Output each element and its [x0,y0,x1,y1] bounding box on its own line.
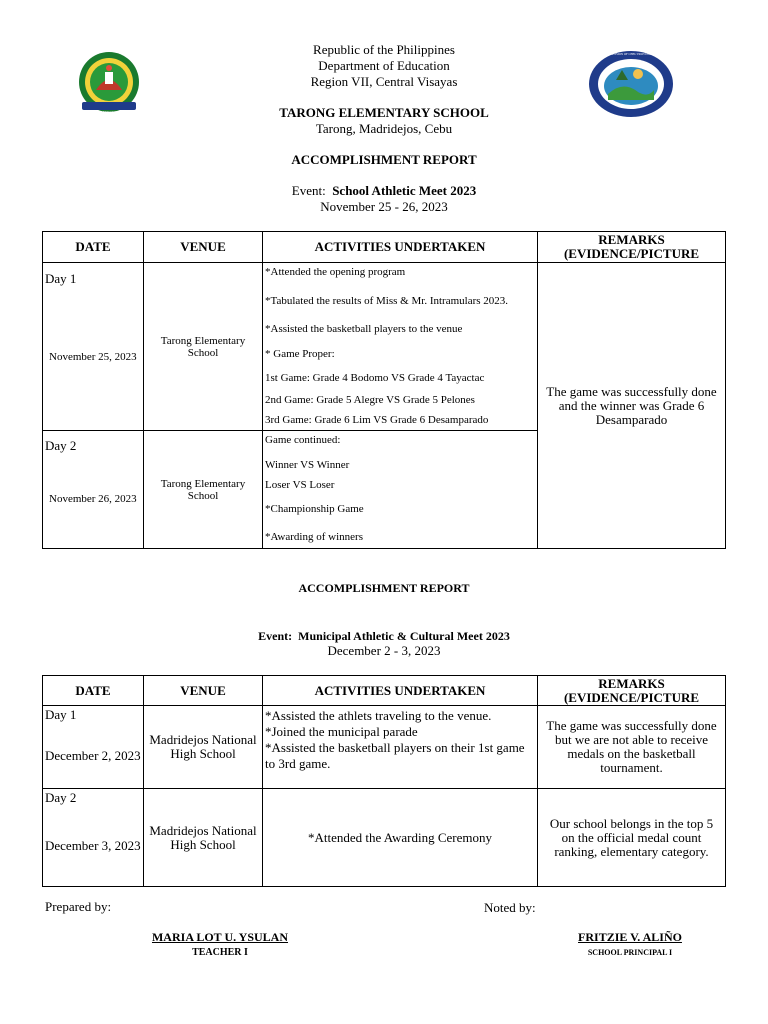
col-header-activities: ACTIVITIES UNDERTAKEN [263,232,538,263]
r2-day1-remarks: The game was successfully done but we are not able to receive medals on the basketball tournament. [546,718,717,775]
r1-remarks: The game was successfully done and the winner was Grade 6 Desamparado [546,383,717,427]
r2-day1-activity: *Assisted the basketball players on their 1st game to 3rd game. [265,740,525,771]
col-header-venue: VENUE [144,676,263,706]
r2-day1-activity: *Assisted the athlets traveling to the venue. [265,708,492,723]
r2-day2-venue-cell [144,789,263,887]
r1-day1-date-cell [43,263,144,431]
r1-remarks-cell [538,263,726,549]
r1-day1-activity: *Assisted the basketball players to the venue [265,323,463,335]
col-header-venue: VENUE [144,232,263,263]
report1-event-prefix: Event: [291,183,326,198]
r1-day1-activity: 3rd Game: Grade 6 Lim VS Grade 6 Desamparado [265,414,489,426]
r2-day1-activities-cell [263,706,538,789]
left-seal-caption: TARONG ELEMENTARY SCHOOL [86,110,132,114]
r2-day1-remarks-cell [538,706,726,789]
r2-day1-date: December 2, 2023 [45,748,141,763]
right-seal-caption: DIVISION OF CEBU PROVINCE [609,52,653,56]
r1-day2-activities-cell [263,431,538,549]
header-line-3: Region VII, Central Visayas [310,74,458,89]
r1-day1-activity: *Attended the opening program [265,266,406,278]
r1-day2-activity: *Awarding of winners [265,531,363,543]
col-header-remarks: REMARKS (EVIDENCE/PICTURE [538,232,726,263]
col-header-date: DATE [43,676,144,706]
report2-event-name: Municipal Athletic & Cultural Meet 2023 [298,629,510,643]
r2-day1-date-cell [43,706,144,789]
report2-title: ACCOMPLISHMENT REPORT [298,581,470,595]
report1-dates: November 25 - 26, 2023 [320,199,448,214]
r2-day2-venue: Madridejos National High School [149,822,257,852]
prepared-by-label: Prepared by: [45,899,112,914]
col-header-remarks: REMARKS (EVIDENCE/PICTURE [538,676,726,706]
r2-day1-activity: *Joined the municipal parade [265,724,418,739]
r2-day2-activity: *Attended the Awarding Ceremony [307,829,492,845]
col-header-date: DATE [43,232,144,263]
r1-day1-activity: 1st Game: Grade 4 Bodomo VS Grade 4 Tayactac [265,372,485,384]
r1-day1-activities-cell [263,263,538,431]
report1-event-name: School Athletic Meet 2023 [332,183,477,198]
r2-day2-date: December 3, 2023 [45,838,141,853]
r2-day2-activities-cell [263,789,538,887]
r1-day2-activity: Game continued: [265,434,341,446]
school-name: TARONG ELEMENTARY SCHOOL [279,105,489,120]
r2-day1-venue-cell [144,706,263,789]
noted-by-label: Noted by: [484,900,536,915]
r1-day2-activity: Loser VS Loser [265,479,335,491]
r1-day2-venue-cell [144,431,263,549]
report2-event [0,628,768,644]
report2-event-prefix: Event: [258,629,293,643]
r1-day2-activity: Winner VS Winner [265,459,350,471]
r2-day1-venue: Madridejos National High School [149,732,257,761]
report1-event [0,183,768,199]
r1-day1-activity: 2nd Game: Grade 5 Alegre VS Grade 5 Pelones [265,394,475,406]
report1-title: ACCOMPLISHMENT REPORT [291,152,477,167]
r2-day2-remarks-cell [538,789,726,887]
r1-day2-venue: Tarong Elementary School [160,477,246,502]
r1-day2-label: Day 2 [45,438,77,453]
r1-day1-label: Day 1 [45,271,77,286]
r2-day1-label: Day 1 [45,707,77,722]
header-line-1: Republic of the Philippines [313,42,455,57]
r1-day2-activity: *Championship Game [265,503,364,515]
noter-title: SCHOOL PRINCIPAL I [587,948,673,957]
col-header-activities: ACTIVITIES UNDERTAKEN [263,676,538,706]
noter-name: FRITZIE V. ALIÑO [578,930,682,944]
r1-day2-date: November 26, 2023 [49,493,137,505]
r1-day1-venue-cell [144,263,263,431]
r2-day2-remarks: Our school belongs in the top 5 on the official medal count ranking, elementary category. [549,815,714,859]
preparer-name: MARIA LOT U. YSULAN [151,930,289,944]
r1-day1-venue: Tarong Elementary School [160,334,246,359]
report2-table [42,675,726,887]
r1-day1-date: November 25, 2023 [49,351,137,363]
report2-dates: December 2 - 3, 2023 [327,643,441,658]
r1-day1-activity: * Game Proper: [265,348,335,360]
preparer-title: TEACHER I [192,947,248,958]
report1-table [42,231,726,549]
r2-day2-label: Day 2 [45,790,77,805]
r1-day1-activity: *Tabulated the results of Miss & Mr. Intramulars 2023. [265,295,509,307]
r1-day2-date-cell [43,431,144,549]
header-line-2: Department of Education [318,58,450,73]
r2-day2-date-cell [43,789,144,887]
school-address: Tarong, Madridejos, Cebu [315,121,453,136]
